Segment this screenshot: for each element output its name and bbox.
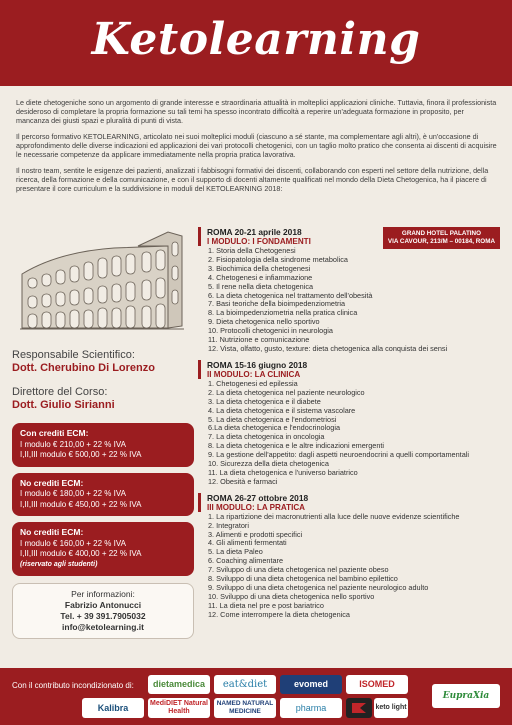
sponsor-logo-eat-diet: eat&diet xyxy=(214,675,276,694)
module-header xyxy=(198,360,500,379)
sponsor-logo-medidiet: MediDIET Natural Health xyxy=(148,698,210,718)
module-topics xyxy=(198,380,500,487)
price-line: I modulo € 160,00 + 22 % IVA xyxy=(20,538,126,548)
list-item: 2. Fisiopatologia della sindrome metabolica xyxy=(208,254,348,264)
list-item: 4. Gli alimenti fermentati xyxy=(208,538,287,548)
list-item: 12. Come interrompere la dieta chetogenica xyxy=(208,609,350,619)
list-item: 11. La dieta nel pre e post bariatrico xyxy=(208,600,324,610)
contact-name: Fabrizio Antonucci xyxy=(64,600,142,610)
sponsor-logo-kalibra: Kalibra xyxy=(82,698,144,718)
list-item: 10. Sicurezza della dieta chetogenica xyxy=(208,459,329,469)
contact-email[interactable]: info@ketolearning.it xyxy=(62,622,144,632)
sponsor-logo-named: NAMED NATURAL MEDICINE xyxy=(214,698,276,718)
director-label: Direttore del Corso: xyxy=(12,386,108,398)
venue-badge xyxy=(383,227,500,249)
list-item: 10. Protocolli chetogenici in neurologia xyxy=(208,326,333,336)
list-item: 5. Il rene nella dieta chetogenica xyxy=(208,281,314,291)
list-item: 5. La dieta Paleo xyxy=(208,547,263,557)
module-header xyxy=(198,493,500,512)
list-item: 2. La dieta chetogenica nel paziente neurologico xyxy=(208,387,365,397)
list-item: 3. La dieta chetogenica e il diabete xyxy=(208,396,321,406)
sponsor-logo-evomed: evomed xyxy=(280,675,342,694)
price-line: I,II,III modulo € 450,00 + 22 % IVA xyxy=(20,499,142,509)
price-line: I modulo € 210,00 + 22 % IVA xyxy=(20,439,126,449)
intro-paragraph: Il nostro team, sentite le esigenze dei pazienti, analizzati i fabbisogni formativi dei discenti, collaborando con esperti nel settore della nutrizione, della ricerca, della formazione e della comunicazione, e con il supporto di docenti altamente qualificati nel mondo della Dieta Chetogenica, ha il piacere di presentare il core curriculum e la suddivisione in moduli del KETOLEARNING 2018: xyxy=(16,166,489,193)
module-topics xyxy=(198,513,500,620)
list-item: 3. Biochimica della chetogenesi xyxy=(208,263,311,273)
list-item: 11. La dieta chetogenica e l'universo bariatrico xyxy=(208,467,358,477)
module-1 xyxy=(198,227,500,354)
price-line: I,II,III modulo € 500,00 + 22 % IVA xyxy=(20,450,142,459)
price-box-students xyxy=(12,522,194,576)
price-heading: No crediti ECM: xyxy=(20,477,84,488)
scientific-label: Responsabile Scientifico: xyxy=(12,349,135,361)
price-heading: Con crediti ECM: xyxy=(20,428,89,438)
list-item: 1. La ripartizione dei macronutrienti alla luce delle nuove evidenze scientifiche xyxy=(208,511,460,521)
flag-icon xyxy=(350,701,368,715)
list-item: 12. Obesità e farmaci xyxy=(208,476,278,486)
module-3 xyxy=(198,493,500,620)
module-date: ROMA 26-27 ottobre 2018 xyxy=(207,492,309,503)
module-header xyxy=(198,227,500,246)
price-line: I,II,III modulo € 400,00 + 22 % IVA xyxy=(20,549,142,558)
module-date: ROMA 20-21 aprile 2018 xyxy=(207,227,302,237)
sponsor-logo-pharma: pharma xyxy=(280,698,342,718)
price-heading: No crediti ECM: xyxy=(20,527,84,537)
venue-address: VIA CAVOUR, 213/M – 00184, ROMA xyxy=(387,238,495,245)
footer-label: Con il contributo incondizionato di: xyxy=(12,681,134,690)
director-name: Dott. Giulio Sirianni xyxy=(12,399,115,411)
list-item: 4. La dieta chetogenica e il sistema vascolare xyxy=(208,405,356,415)
price-box-no-ecm xyxy=(12,473,194,517)
list-item: 6.La dieta chetogenica e l'endocrinologia xyxy=(208,423,341,433)
colosseum-illustration xyxy=(18,222,186,334)
list-item: 1. Storia della Chetogenesi xyxy=(208,246,296,255)
list-item: 8. La bioimpedenziometria nella pratica clinica xyxy=(208,308,358,318)
list-item: 9. La gestione dell'appetito: dagli aspetti neuroendocrini a quelli comportamentali xyxy=(208,450,470,460)
module-title: II MODULO: LA CLINICA xyxy=(207,369,301,379)
sponsor-logo-eupraxia: EupraXia xyxy=(432,684,500,708)
sponsor-logo-keto-light: keto light xyxy=(374,698,408,718)
sponsor-logo-dietamedica: dietamedica xyxy=(148,675,210,694)
list-item: 4. Chetogenesi e infiammazione xyxy=(208,272,313,282)
list-item: 7. La dieta chetogenica in oncologia xyxy=(208,432,325,442)
scientific-name: Dott. Cherubino Di Lorenzo xyxy=(12,362,155,374)
list-item: 3. Alimenti e prodotti specifici xyxy=(208,529,303,539)
price-note: (riservato agli studenti) xyxy=(20,560,98,568)
list-item: 7. Basi teoriche della bioimpedenziometria xyxy=(208,299,346,309)
list-item: 8. Sviluppo di una dieta chetogenica nel bambino epilettico xyxy=(208,574,398,584)
module-2 xyxy=(198,360,500,487)
list-item: 10. Sviluppo di una dieta chetogenica nello sportivo xyxy=(208,591,375,601)
page-title: Ketolearning xyxy=(91,14,421,65)
list-item: 6. La dieta chetogenica nel trattamento dell'obesità xyxy=(208,290,373,300)
list-item: 9. Dieta chetogenica nello sportivo xyxy=(208,317,320,327)
price-line: I modulo € 180,00 + 22 % IVA xyxy=(20,489,126,498)
venue-name: GRAND HOTEL PALATINO xyxy=(401,230,481,237)
modules-column xyxy=(198,227,500,626)
module-date: ROMA 15-16 giugno 2018 xyxy=(207,359,308,370)
left-column xyxy=(12,222,194,639)
module-topics xyxy=(198,247,500,354)
sponsor-emblem-icon xyxy=(346,698,372,718)
list-item: 11. Nutrizione e comunicazione xyxy=(208,335,310,345)
list-item: 5. La dieta chetogenica e l'endometriosi xyxy=(208,414,337,424)
list-item: 2. Integratori xyxy=(208,520,249,530)
intro-paragraph: Le diete chetogeniche sono un argomento di grande interesse e straordinaria attualità in molteplici applicazioni cliniche. Tuttavia, finora il professionista desideroso di completare la propria formazione su tali temi ha spesso incontrato difficoltà a reperire un'adeguata formazione in proposito, per mancanza dei giusti spazi e pluralità di punti di vista. xyxy=(16,98,497,125)
contact-phone[interactable]: Tel. + 39 391.7905032 xyxy=(60,611,146,621)
price-box-ecm xyxy=(12,423,194,467)
list-item: 7. Sviluppo di una dieta chetogenica nel paziente obeso xyxy=(208,565,389,575)
contact-label: Per informazioni: xyxy=(71,589,135,599)
list-item: 6. Coaching alimentare xyxy=(208,556,284,566)
contact-box xyxy=(12,583,194,639)
intro-text xyxy=(16,98,498,200)
list-item: 8. La dieta chetogenica e le altre indicazioni emergenti xyxy=(208,441,385,451)
sponsor-logo-isomed: ISOMED xyxy=(346,675,408,694)
list-item: 1. Chetogenesi ed epilessia xyxy=(208,378,298,388)
intro-paragraph: Il percorso formativo KETOLEARNING, articolato nei suoi molteplici moduli (ciascuno a sé stante, ma complementare agli altri), è un'occasione di approfondimento delle diverse indicazioni ed applicazioni dei vari protocolli chetogenici, con un taglio molto pratico che consenta ai discenti di acquisire le necessarie competenze da applicare immediatamente nella propria pratica lavorativa. xyxy=(16,132,497,159)
module-title: I MODULO: I FONDAMENTI xyxy=(207,237,311,246)
list-item: 12. Vista, olfatto, gusto, texture: dieta chetogenica alla conquista dei sensi xyxy=(208,343,448,353)
module-title: III MODULO: LA PRATICA xyxy=(207,502,306,512)
list-item: 9. Sviluppo di una dieta chetogenica nel paziente neurologico adulto xyxy=(208,583,429,592)
